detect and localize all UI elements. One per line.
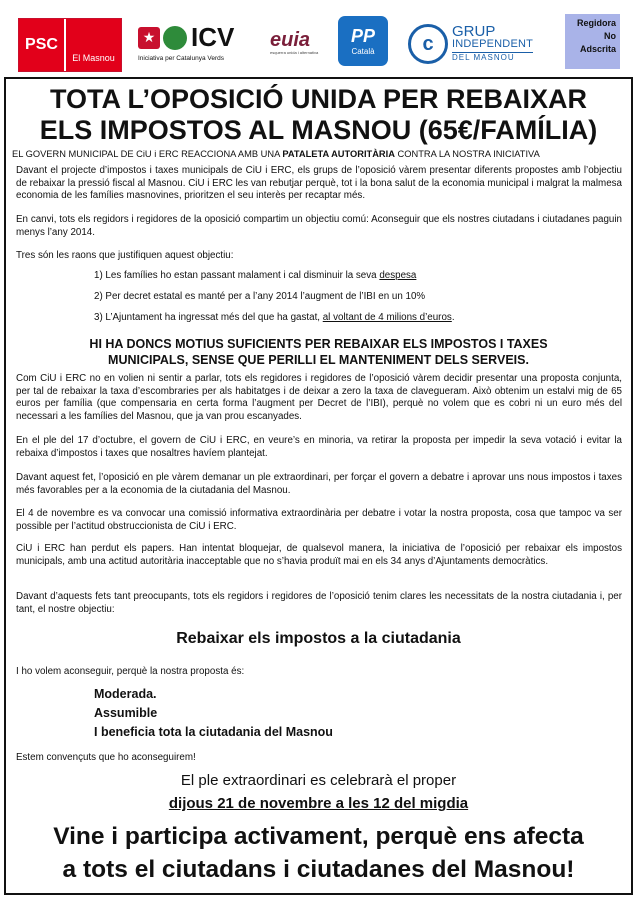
- proposal-item: Assumible: [94, 706, 158, 720]
- psc-logo-place: El Masnou: [64, 19, 121, 71]
- headline: [6, 84, 631, 146]
- psc-logo: [18, 18, 122, 72]
- subheading: [6, 336, 631, 368]
- grup-independent-logo: [408, 24, 548, 68]
- flyer-frame: [4, 77, 633, 895]
- circle-logo-icon: c: [408, 24, 448, 64]
- paragraph: I ho volem aconseguir, perquè la nostra proposta és:: [16, 666, 245, 677]
- government-reaction-note: [12, 149, 540, 159]
- reason-item: [94, 312, 455, 324]
- star-icon: ★: [138, 27, 160, 49]
- icv-logo: [138, 22, 260, 70]
- proposal-item: I beneficia tota la ciutadania del Masnou: [94, 725, 333, 739]
- regidora-line3: Adscrita: [579, 44, 616, 54]
- reason-text-end: .: [451, 312, 455, 323]
- extraordinary-session-intro: El ple extraordinari es celebrarà el proper: [180, 772, 457, 789]
- pp-logo-name: PP: [350, 26, 375, 46]
- reason-item: 2) Per decret estatal es manté per a l’any 2014 l’augment de l’IBI en un 10%: [94, 291, 426, 302]
- call-to-action-line1: Vine i participa activament, perquè ens afecta: [53, 823, 584, 850]
- grup-logo-line3: DEL MASNOU: [452, 52, 533, 62]
- euia-logo: [270, 30, 322, 60]
- paragraph: En el ple del 17 d’octubre, el govern de CiU i ERC, en veure’s en minoria, va retirar la proposta per impedir la seva votació i evitar la rebaixa d’impostos i taxes que nosaltres havíem plantejat.: [16, 435, 622, 459]
- grup-logo-line2: INDEPENDENT: [452, 38, 534, 50]
- paragraph: Davant d’aquests fets tant preocupants, tots els regidors i regidores de l’oposició tenim clares les necessitats de la nostra ciutadania i, per tant, el nostre objectiu:: [16, 591, 622, 615]
- paragraph: Davant aquest fet, l’oposició en ple vàrem demanar un ple extraordinari, per forçar el govern a debatre i aprovar uns nous impostos i taxes més favorables per a la economia de la ciutadania del Masnou.: [16, 472, 622, 496]
- euia-logo-name: euia: [270, 29, 311, 51]
- call-to-action-line2: a tots el ciutadans i ciutadanes del Masnou!: [62, 856, 575, 883]
- paragraph: CiU i ERC han perdut els papers. Han intentat bloquejar, de qualsevol manera, la iniciativa de l’oposició per rebaixar els impostos municipals, amb una actitud autoritària inacceptable que no s’havia produït mai en els 34 anys d’Ajuntaments democràtics.: [16, 543, 622, 567]
- headline-line2: ELS IMPOSTOS AL MASNOU (65€/FAMÍLIA): [39, 115, 598, 145]
- note-emphasis: PATALETA AUTORITÀRIA: [282, 149, 395, 159]
- subheading-line2: MUNICIPALS, SENSE QUE PERILLI EL MANTENIMENT DELS SERVEIS.: [108, 353, 529, 367]
- grup-logo-line1: GRUP: [452, 23, 496, 40]
- subheading-line1: HI HA DONCS MOTIUS SUFICIENTS PER REBAIXAR ELS IMPOSTOS I TAXES: [89, 337, 548, 351]
- euia-logo-sub: esquerra unida i alternativa: [270, 50, 319, 55]
- note-text: EL GOVERN MUNICIPAL DE CiU i ERC REACCIONA AMB UNA: [12, 149, 283, 159]
- headline-line1: TOTA L’OPOSICIÓ UNIDA PER REBAIXAR: [49, 84, 588, 114]
- reason-text: 3) L’Ajuntament ha ingressat més del que ha gastat,: [94, 312, 323, 323]
- reason-underline: al voltant de 4 milions d’euros: [322, 312, 452, 323]
- pp-logo: [338, 16, 388, 66]
- regidora-line1: Regidora: [576, 18, 616, 28]
- reason-item: [94, 270, 416, 282]
- flower-icon: [163, 26, 187, 50]
- pp-logo-sub: Català: [351, 47, 375, 56]
- psc-logo-name: PSC: [19, 19, 64, 71]
- proposal-item: Moderada.: [94, 687, 157, 701]
- paragraph: Estem convençuts que ho aconseguirem!: [16, 752, 196, 763]
- paragraph: Com CiU i ERC no en volien ni sentir a parlar, tots els regidores i regidores de l’oposició vàrem decidir presentar una proposta conjunta, per tal de rebaixar la taxa d’escombraries per als habitatges i de deixar a zero la taxa de clavegueram. Això obtenim un estalvi mig de 65 euros per família (que compensaria en certa forma l’augment per Decret de l’IBI), perquè no volem que es cobri ni un euro més del necessari a les famílies del Masnou, que ja van prou escanyades.: [16, 373, 622, 422]
- paragraph: En canvi, tots els regidors i regidores de la oposició compartim un objectiu comú: Aconseguir que els nostres ciutadans i ciutadanes paguin menys l’any 2014.: [16, 214, 622, 238]
- paragraph: Tres són les raons que justifiquen aquest objectiu:: [16, 250, 234, 261]
- call-to-action: [6, 820, 631, 886]
- regidora-line2: No: [604, 31, 616, 41]
- icv-logo-name: ICV: [191, 22, 235, 52]
- regidora-no-adscrita-badge: [565, 14, 620, 69]
- note-text-end: CONTRA LA NOSTRA INICIATIVA: [394, 149, 540, 159]
- extraordinary-session-date: dijous 21 de novembre a les 12 del migdia: [168, 795, 469, 812]
- reason-underline: despesa: [379, 270, 417, 281]
- paragraph: El 4 de novembre es va convocar una comissió informativa extraordinària per debatre i votar la nostra proposta, cosa que tampoc va ser possible per l’actitud obstruccionista de CiU i ERC.: [16, 508, 622, 532]
- icv-logo-sub: Iniciativa per Catalunya Verds: [138, 55, 224, 62]
- party-logos-row: [0, 0, 637, 80]
- reason-text: 1) Les famílies ho estan passant malament i cal disminuir la seva: [94, 270, 380, 281]
- goal-statement: Rebaixar els impostos a la ciutadania: [176, 630, 461, 647]
- paragraph: Davant el projecte d’impostos i taxes municipals de CiU i ERC, els grups de l’oposició vàrem presentar diferents propostes amb l’objectiu de rebaixar la pressió fiscal al Masnou. CiU i ERC les van rebutjar perquè, tot i la bona salut de la economia municipal i malgrat la malmesa economia de les famílies masnovines, prioritzen el seu interès per recaptar més.: [16, 165, 622, 201]
- proposal-list: [94, 685, 333, 742]
